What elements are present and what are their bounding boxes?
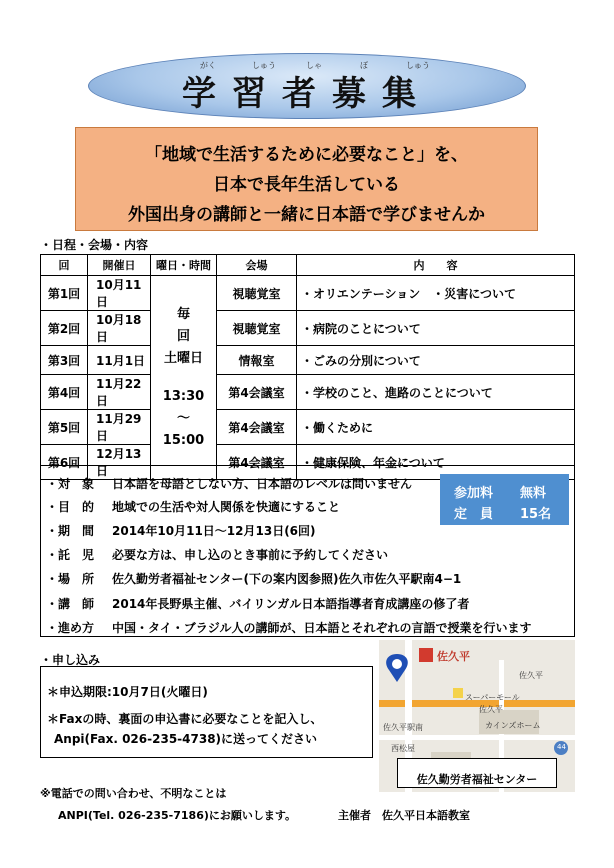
session-venue: 第4会議室 — [217, 375, 297, 410]
info-value: 地域での生活や対人関係を快適にすること — [112, 500, 341, 514]
header-number: 回 — [41, 255, 88, 276]
info-value: 日本語を母語としない方、日本語のレベルは問いません — [112, 477, 413, 491]
session-content: ・オリエンテーション ・災害について — [297, 276, 575, 311]
fee-box — [440, 474, 569, 525]
info-key: ・対 象 — [46, 477, 95, 491]
time-day-3: 土曜日 — [163, 350, 203, 366]
title-ruby-5: しゅう — [406, 61, 430, 70]
banner-line-3: 外国出身の講師と一緒に日本語で学びませんか — [128, 205, 485, 225]
footer-organizer-label: 主催者 — [338, 809, 371, 822]
session-number: 第6回 — [41, 445, 88, 480]
capacity-value: 15名 — [520, 507, 552, 522]
session-date: 11月1日 — [88, 346, 151, 375]
schedule-label: ・日程・会場・内容 — [40, 238, 149, 252]
info-key: ・目 的 — [46, 500, 95, 514]
session-number: 第2回 — [41, 311, 88, 346]
session-venue: 視聴覚室 — [217, 276, 297, 311]
table-row — [41, 410, 575, 445]
info-key: ・期 間 — [46, 524, 95, 538]
title-ruby-3: しゃ — [306, 61, 322, 70]
footer-organizer: 佐久平日本語教室 — [382, 809, 470, 822]
table-row — [41, 346, 575, 375]
session-venue: 情報室 — [217, 346, 297, 375]
header-date: 開催日 — [88, 255, 151, 276]
info-value: 2014年長野県主催、バイリンガル日本語指導者育成講座の修了者 — [112, 597, 470, 611]
info-key: ・場 所 — [46, 572, 95, 586]
apply-label: ・申し込み — [40, 653, 101, 667]
schedule-table — [40, 254, 575, 480]
info-value: 2014年10月11日～12月13日(6回) — [112, 524, 316, 538]
info-row-place — [46, 570, 461, 587]
session-venue: 第4会議室 — [217, 445, 297, 480]
capacity-label: 定 員 — [454, 507, 494, 522]
session-content: ・ごみの分別について — [297, 346, 575, 375]
map-road-number: 44 — [557, 743, 566, 751]
table-row — [41, 311, 575, 346]
time-separator: ～ — [176, 410, 190, 426]
session-venue: 第4会議室 — [217, 410, 297, 445]
apply-deadline: ＊申込期限:10月7日(火曜日) — [47, 685, 208, 699]
page-title: 学習者募集 — [182, 74, 432, 114]
time-start: 13:30 — [162, 388, 205, 404]
table-row — [41, 375, 575, 410]
title-ruby-2: しゅう — [252, 61, 276, 70]
info-key: ・講 師 — [46, 597, 95, 611]
session-content: ・学校のこと、進路のことについて — [297, 375, 575, 410]
header-venue: 会場 — [217, 255, 297, 276]
title-ruby-1: がく — [200, 61, 216, 70]
fee-label: 参加料 — [454, 486, 494, 501]
info-key: ・託 児 — [46, 548, 95, 562]
session-date: 10月18日 — [88, 311, 151, 346]
fee-value: 無料 — [520, 486, 547, 501]
banner-line-2: 日本で長年生活している — [213, 175, 400, 195]
apply-fax-line-1: ＊Faxの時、裏面の申込書に必要なことを記入し、 — [47, 712, 323, 726]
map-label: カインズホーム — [485, 721, 541, 730]
info-value: 必要な方は、申し込のとき事前に予約してください — [112, 548, 389, 562]
map-label: 佐久平 — [479, 705, 503, 714]
time-day-2: 回 — [176, 328, 190, 344]
location-map — [379, 640, 575, 792]
info-key: ・進め方 — [46, 621, 95, 635]
map-label: 佐久平駅南 — [383, 723, 423, 732]
session-number: 第4回 — [41, 375, 88, 410]
map-label: スーパーモール — [465, 693, 520, 702]
footer-inquiry-line-2: ANPI(Tel. 026-235-7186)にお願いします。 — [58, 809, 296, 822]
schedule-header-row — [41, 255, 575, 276]
header-time: 曜日・時間 — [151, 255, 217, 276]
map-label: 西松屋 — [391, 744, 415, 753]
session-content: ・病院のことについて — [297, 311, 575, 346]
session-content: ・健康保険、年金について — [297, 445, 575, 480]
footer-inquiry-line-1: ※電話での問い合わせ、不明なことは — [40, 787, 227, 800]
info-row-method — [46, 619, 531, 636]
session-date: 11月22日 — [88, 375, 151, 410]
info-value: 佐久勤労者福祉センター(下の案内図参照)佐久市佐久平駅南4−1 — [112, 572, 462, 586]
info-row-purpose — [46, 498, 340, 515]
time-day-1: 毎 — [176, 306, 190, 322]
session-date: 12月13日 — [88, 445, 151, 480]
map-label: 佐久平 — [519, 671, 543, 680]
banner-line-1: 「地域で生活するために必要なこと」を、 — [145, 145, 468, 165]
time-end: 15:00 — [162, 432, 205, 448]
session-number: 第3回 — [41, 346, 88, 375]
session-number: 第5回 — [41, 410, 88, 445]
info-row-childcare — [46, 546, 388, 563]
title-ruby-4: ぼ — [360, 61, 368, 70]
info-row-target — [46, 475, 412, 492]
session-time-cell — [151, 276, 217, 480]
session-date: 10月11日 — [88, 276, 151, 311]
map-station-label: 佐久平 — [437, 650, 470, 663]
apply-fax-line-2: Anpi(Fax. 026-235-4738)に送ってください — [54, 732, 318, 746]
session-date: 11月29日 — [88, 410, 151, 445]
info-value: 中国・タイ・ブラジル人の講師が、日本語とそれぞれの言語で授業を行います — [112, 621, 532, 635]
header-content: 内 容 — [297, 255, 575, 276]
session-number: 第1回 — [41, 276, 88, 311]
table-row — [41, 276, 575, 311]
info-row-period — [46, 522, 316, 539]
map-caption: 佐久勤労者福祉センター — [397, 758, 557, 788]
session-content: ・働くために — [297, 410, 575, 445]
session-venue: 視聴覚室 — [217, 311, 297, 346]
info-row-instructor — [46, 595, 469, 612]
